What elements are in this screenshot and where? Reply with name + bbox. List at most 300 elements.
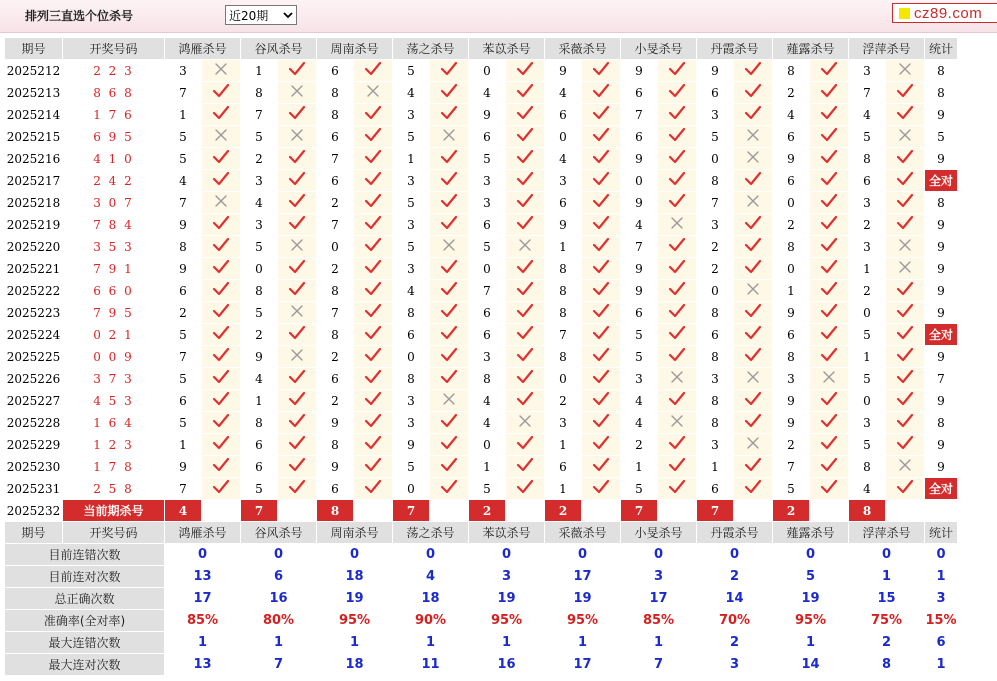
stats-value: 2 bbox=[849, 632, 924, 653]
issue-number: 2025218 bbox=[5, 192, 62, 213]
kill-number: 9 bbox=[697, 60, 733, 81]
col-header-expert[interactable]: 小旻杀号 bbox=[621, 522, 696, 543]
kill-number: 7 bbox=[165, 82, 201, 103]
page-title: 排列三直选个位杀号 bbox=[25, 9, 134, 23]
kill-number: 5 bbox=[621, 346, 657, 367]
kill-number: 8 bbox=[545, 280, 581, 301]
stats-value: 17 bbox=[621, 588, 696, 609]
stats-value: 4 bbox=[393, 566, 468, 587]
row-stat: 8 bbox=[925, 192, 957, 213]
col-header-expert[interactable]: 采薇杀号 bbox=[545, 38, 620, 59]
check-mark-icon bbox=[820, 347, 838, 363]
stats-value: 14 bbox=[697, 588, 772, 609]
result-cell bbox=[810, 104, 848, 125]
result-cell bbox=[430, 390, 468, 411]
kill-number: 2 bbox=[621, 434, 657, 455]
kill-number: 2 bbox=[241, 324, 277, 345]
kill-number: 3 bbox=[241, 170, 277, 191]
kill-number: 5 bbox=[165, 324, 201, 345]
stats-value: 2 bbox=[697, 632, 772, 653]
result-cell bbox=[582, 456, 620, 477]
kill-number: 8 bbox=[317, 82, 353, 103]
stats-value: 18 bbox=[393, 588, 468, 609]
result-cell bbox=[202, 126, 240, 147]
kill-number: 0 bbox=[773, 192, 809, 213]
col-header-expert[interactable]: 谷风杀号 bbox=[241, 38, 316, 59]
stats-value: 1 bbox=[621, 632, 696, 653]
kill-number: 4 bbox=[469, 390, 505, 411]
result-cell bbox=[202, 82, 240, 103]
col-header-expert[interactable]: 荡之杀号 bbox=[393, 38, 468, 59]
kill-number: 9 bbox=[621, 60, 657, 81]
result-cell bbox=[734, 390, 772, 411]
stats-value: 90% bbox=[393, 610, 468, 631]
result-cell bbox=[886, 236, 924, 257]
kill-number: 6 bbox=[317, 368, 353, 389]
result-cell bbox=[582, 170, 620, 191]
result-cell bbox=[506, 368, 544, 389]
check-mark-icon bbox=[212, 347, 230, 363]
issue-number: 2025216 bbox=[5, 148, 62, 169]
result-cell bbox=[734, 302, 772, 323]
kill-number: 7 bbox=[773, 456, 809, 477]
result-cell bbox=[278, 60, 316, 81]
kill-number: 3 bbox=[697, 104, 733, 125]
check-mark-icon bbox=[820, 281, 838, 297]
result-cell bbox=[430, 82, 468, 103]
check-mark-icon bbox=[364, 303, 382, 319]
check-mark-icon bbox=[744, 303, 762, 319]
result-cell bbox=[278, 280, 316, 301]
check-mark-icon bbox=[288, 193, 306, 209]
stats-value: 16 bbox=[241, 588, 316, 609]
check-mark-icon bbox=[592, 325, 610, 341]
stats-label: 最大连错次数 bbox=[5, 632, 164, 653]
table-row bbox=[5, 390, 957, 411]
kill-number: 5 bbox=[849, 434, 885, 455]
check-mark-icon bbox=[668, 105, 686, 121]
result-cell bbox=[506, 258, 544, 279]
table-row bbox=[5, 258, 957, 279]
result-cell bbox=[886, 390, 924, 411]
check-mark-icon bbox=[364, 457, 382, 473]
draw-number: 3 5 3 bbox=[63, 236, 164, 257]
kill-number: 5 bbox=[165, 368, 201, 389]
result-cell bbox=[354, 346, 392, 367]
result-cell bbox=[430, 302, 468, 323]
brand-logo[interactable] bbox=[892, 3, 997, 23]
check-mark-icon bbox=[516, 171, 534, 187]
stats-value: 18 bbox=[317, 654, 392, 675]
draw-number: 7 8 4 bbox=[63, 214, 164, 235]
check-mark-icon bbox=[592, 61, 610, 77]
result-cell bbox=[810, 478, 848, 499]
table-row bbox=[5, 302, 957, 323]
issue-number: 2025213 bbox=[5, 82, 62, 103]
check-mark-icon bbox=[364, 237, 382, 253]
stats-value: 6 bbox=[925, 632, 957, 653]
check-mark-icon bbox=[516, 83, 534, 99]
kill-number: 9 bbox=[545, 214, 581, 235]
check-mark-icon bbox=[592, 127, 610, 143]
issue-number: 2025224 bbox=[5, 324, 62, 345]
cross-mark-icon bbox=[898, 458, 912, 472]
check-mark-icon bbox=[288, 281, 306, 297]
stats-value: 15% bbox=[925, 610, 957, 631]
stats-value: 95% bbox=[773, 610, 848, 631]
kill-number: 9 bbox=[621, 148, 657, 169]
kill-number: 5 bbox=[393, 126, 429, 147]
result-cell bbox=[430, 148, 468, 169]
check-mark-icon bbox=[212, 325, 230, 341]
kill-number: 0 bbox=[469, 258, 505, 279]
result-cell bbox=[658, 192, 696, 213]
result-cell bbox=[582, 368, 620, 389]
result-cell bbox=[886, 148, 924, 169]
check-mark-icon bbox=[592, 457, 610, 473]
result-cell bbox=[658, 434, 696, 455]
result-cell bbox=[278, 170, 316, 191]
check-mark-icon bbox=[592, 149, 610, 165]
result-cell bbox=[734, 104, 772, 125]
cross-mark-icon bbox=[746, 436, 760, 450]
stats-value: 95% bbox=[317, 610, 392, 631]
check-mark-icon bbox=[896, 149, 914, 165]
result-cell bbox=[506, 82, 544, 103]
kill-number: 3 bbox=[849, 236, 885, 257]
result-cell bbox=[430, 236, 468, 257]
col-header-expert[interactable]: 丹霞杀号 bbox=[697, 522, 772, 543]
current-result-blank bbox=[278, 500, 316, 521]
kill-number: 1 bbox=[545, 434, 581, 455]
check-mark-icon bbox=[820, 105, 838, 121]
kill-number: 0 bbox=[469, 434, 505, 455]
result-cell bbox=[354, 214, 392, 235]
table-row bbox=[5, 104, 957, 125]
current-kill-number: 2 bbox=[469, 500, 505, 521]
issue-number: 2025222 bbox=[5, 280, 62, 301]
check-mark-icon bbox=[592, 369, 610, 385]
result-cell bbox=[506, 346, 544, 367]
result-cell bbox=[278, 214, 316, 235]
all-correct-badge: 全对 bbox=[925, 170, 957, 191]
result-cell bbox=[430, 170, 468, 191]
result-cell bbox=[430, 258, 468, 279]
kill-number: 8 bbox=[697, 390, 733, 411]
check-mark-icon bbox=[744, 413, 762, 429]
check-mark-icon bbox=[744, 479, 762, 495]
table-row bbox=[5, 412, 957, 433]
result-cell bbox=[810, 236, 848, 257]
result-cell bbox=[810, 126, 848, 147]
kill-number: 2 bbox=[241, 148, 277, 169]
check-mark-icon bbox=[592, 303, 610, 319]
kill-number: 4 bbox=[621, 412, 657, 433]
kill-number: 5 bbox=[393, 60, 429, 81]
kill-number: 3 bbox=[545, 170, 581, 191]
check-mark-icon bbox=[364, 479, 382, 495]
result-cell bbox=[354, 104, 392, 125]
cross-mark-icon bbox=[518, 414, 532, 428]
stats-label: 最大连对次数 bbox=[5, 654, 164, 675]
result-cell bbox=[582, 478, 620, 499]
result-cell bbox=[278, 412, 316, 433]
check-mark-icon bbox=[744, 61, 762, 77]
kill-number: 2 bbox=[697, 236, 733, 257]
result-cell bbox=[354, 126, 392, 147]
col-header-expert[interactable]: 薤露杀号 bbox=[773, 522, 848, 543]
result-cell bbox=[734, 148, 772, 169]
result-cell bbox=[886, 368, 924, 389]
kill-number: 1 bbox=[697, 456, 733, 477]
kill-number: 4 bbox=[241, 368, 277, 389]
table-row bbox=[5, 60, 957, 81]
stats-value: 1 bbox=[849, 566, 924, 587]
col-header-expert[interactable]: 苯苡杀号 bbox=[469, 522, 544, 543]
kill-number: 6 bbox=[849, 170, 885, 191]
check-mark-icon bbox=[516, 281, 534, 297]
kill-number: 6 bbox=[469, 302, 505, 323]
stats-value: 13 bbox=[165, 566, 240, 587]
result-cell bbox=[658, 346, 696, 367]
kill-number: 1 bbox=[849, 346, 885, 367]
check-mark-icon bbox=[820, 435, 838, 451]
col-header-expert[interactable]: 丹霞杀号 bbox=[697, 38, 772, 59]
result-cell bbox=[354, 280, 392, 301]
current-kill-number: 2 bbox=[545, 500, 581, 521]
stats-value: 1 bbox=[925, 654, 957, 675]
cross-mark-icon bbox=[898, 62, 912, 76]
check-mark-icon bbox=[896, 83, 914, 99]
row-stat: 9 bbox=[925, 456, 957, 477]
kill-number: 6 bbox=[469, 324, 505, 345]
draw-number: 0 0 9 bbox=[63, 346, 164, 367]
check-mark-icon bbox=[668, 347, 686, 363]
period-select[interactable] bbox=[225, 5, 297, 25]
check-mark-icon bbox=[288, 171, 306, 187]
issue-number: 2025214 bbox=[5, 104, 62, 125]
result-cell bbox=[810, 214, 848, 235]
row-stat: 5 bbox=[925, 126, 957, 147]
kill-number: 8 bbox=[393, 302, 429, 323]
col-header-expert[interactable]: 谷风杀号 bbox=[241, 522, 316, 543]
check-mark-icon bbox=[896, 325, 914, 341]
col-header-expert[interactable]: 采薇杀号 bbox=[545, 522, 620, 543]
result-cell bbox=[658, 148, 696, 169]
kill-number: 2 bbox=[697, 258, 733, 279]
period-select-value: 近20期 bbox=[229, 8, 269, 23]
result-cell bbox=[810, 170, 848, 191]
check-mark-icon bbox=[440, 303, 458, 319]
table-row bbox=[5, 280, 957, 301]
kill-number: 8 bbox=[849, 148, 885, 169]
stats-row bbox=[5, 566, 957, 587]
kill-number: 8 bbox=[317, 434, 353, 455]
check-mark-icon bbox=[364, 127, 382, 143]
result-cell bbox=[506, 148, 544, 169]
row-stat: 9 bbox=[925, 346, 957, 367]
cross-mark-icon bbox=[442, 238, 456, 252]
current-period-label: 当前期杀号 bbox=[63, 500, 164, 521]
check-mark-icon bbox=[288, 369, 306, 385]
check-mark-icon bbox=[744, 237, 762, 253]
stats-value: 7 bbox=[241, 654, 316, 675]
result-cell bbox=[506, 456, 544, 477]
col-header-expert[interactable]: 苯苡杀号 bbox=[469, 38, 544, 59]
result-cell bbox=[658, 214, 696, 235]
kill-number: 0 bbox=[393, 346, 429, 367]
kill-number: 6 bbox=[621, 302, 657, 323]
stats-value: 0 bbox=[621, 544, 696, 565]
kill-number: 5 bbox=[849, 368, 885, 389]
kill-number: 8 bbox=[773, 236, 809, 257]
check-mark-icon bbox=[288, 435, 306, 451]
kill-number: 1 bbox=[165, 104, 201, 125]
check-mark-icon bbox=[364, 259, 382, 275]
check-mark-icon bbox=[744, 347, 762, 363]
kill-number: 3 bbox=[849, 192, 885, 213]
col-header-draw: 开奖号码 bbox=[63, 38, 164, 59]
result-cell bbox=[658, 302, 696, 323]
row-stat: 8 bbox=[925, 60, 957, 81]
kill-number: 6 bbox=[545, 104, 581, 125]
check-mark-icon bbox=[820, 149, 838, 165]
col-header-expert[interactable]: 周南杀号 bbox=[317, 38, 392, 59]
draw-number: 1 7 8 bbox=[63, 456, 164, 477]
kill-number: 3 bbox=[469, 346, 505, 367]
result-cell bbox=[658, 170, 696, 191]
issue-number: 2025228 bbox=[5, 412, 62, 433]
check-mark-icon bbox=[744, 457, 762, 473]
kill-number: 2 bbox=[545, 390, 581, 411]
kill-number: 9 bbox=[393, 434, 429, 455]
kill-number: 4 bbox=[241, 192, 277, 213]
result-cell bbox=[202, 60, 240, 81]
row-stat: 8 bbox=[925, 412, 957, 433]
result-cell bbox=[278, 390, 316, 411]
all-correct-badge: 全对 bbox=[925, 478, 957, 499]
check-mark-icon bbox=[744, 391, 762, 407]
result-cell bbox=[278, 148, 316, 169]
result-cell bbox=[430, 280, 468, 301]
result-cell bbox=[506, 302, 544, 323]
kill-number: 6 bbox=[393, 324, 429, 345]
kill-number: 7 bbox=[241, 104, 277, 125]
result-cell bbox=[354, 192, 392, 213]
result-cell bbox=[202, 104, 240, 125]
check-mark-icon bbox=[592, 391, 610, 407]
row-stat: 9 bbox=[925, 434, 957, 455]
col-header-expert[interactable]: 鸿雁杀号 bbox=[165, 522, 240, 543]
check-mark-icon bbox=[516, 193, 534, 209]
row-stat: 7 bbox=[925, 368, 957, 389]
check-mark-icon bbox=[440, 171, 458, 187]
result-cell bbox=[658, 60, 696, 81]
kill-number: 4 bbox=[393, 280, 429, 301]
kill-number: 3 bbox=[393, 214, 429, 235]
col-header-expert[interactable]: 周南杀号 bbox=[317, 522, 392, 543]
col-header-expert[interactable]: 薤露杀号 bbox=[773, 38, 848, 59]
stats-value: 0 bbox=[393, 544, 468, 565]
col-header-expert[interactable]: 鸿雁杀号 bbox=[165, 38, 240, 59]
stats-value: 0 bbox=[317, 544, 392, 565]
kill-number: 6 bbox=[773, 324, 809, 345]
col-header-expert[interactable]: 浮萍杀号 bbox=[849, 38, 924, 59]
stats-value: 16 bbox=[469, 654, 544, 675]
check-mark-icon bbox=[820, 237, 838, 253]
draw-number: 4 1 0 bbox=[63, 148, 164, 169]
kill-number: 3 bbox=[697, 368, 733, 389]
kill-number: 6 bbox=[621, 82, 657, 103]
check-mark-icon bbox=[364, 61, 382, 77]
current-kill-number: 7 bbox=[621, 500, 657, 521]
col-header-expert[interactable]: 小旻杀号 bbox=[621, 38, 696, 59]
row-stat: 9 bbox=[925, 236, 957, 257]
current-result-blank bbox=[430, 500, 468, 521]
check-mark-icon bbox=[440, 369, 458, 385]
draw-number: 3 7 3 bbox=[63, 368, 164, 389]
result-cell bbox=[810, 412, 848, 433]
stats-value: 70% bbox=[697, 610, 772, 631]
col-header-expert[interactable]: 荡之杀号 bbox=[393, 522, 468, 543]
cross-mark-icon bbox=[746, 370, 760, 384]
result-cell bbox=[354, 60, 392, 81]
kill-number: 9 bbox=[773, 412, 809, 433]
stats-value: 8 bbox=[849, 654, 924, 675]
result-cell bbox=[734, 60, 772, 81]
result-cell bbox=[810, 60, 848, 81]
result-cell bbox=[582, 104, 620, 125]
current-kill-number: 4 bbox=[165, 500, 201, 521]
check-mark-icon bbox=[516, 479, 534, 495]
check-mark-icon bbox=[516, 105, 534, 121]
kill-number: 5 bbox=[165, 126, 201, 147]
result-cell bbox=[202, 170, 240, 191]
current-result-blank bbox=[810, 500, 848, 521]
stats-label: 目前连对次数 bbox=[5, 566, 164, 587]
check-mark-icon bbox=[820, 479, 838, 495]
result-cell bbox=[734, 456, 772, 477]
check-mark-icon bbox=[592, 479, 610, 495]
kill-number: 6 bbox=[697, 478, 733, 499]
result-cell bbox=[810, 324, 848, 345]
issue-number: 2025212 bbox=[5, 60, 62, 81]
kill-number: 2 bbox=[849, 280, 885, 301]
result-cell bbox=[354, 456, 392, 477]
current-result-blank bbox=[734, 500, 772, 521]
table-row bbox=[5, 236, 957, 257]
check-mark-icon bbox=[592, 237, 610, 253]
check-mark-icon bbox=[820, 83, 838, 99]
kill-number: 9 bbox=[545, 60, 581, 81]
kill-number: 2 bbox=[317, 192, 353, 213]
cross-mark-icon bbox=[290, 128, 304, 142]
result-cell bbox=[886, 412, 924, 433]
kill-number: 7 bbox=[621, 104, 657, 125]
kill-number: 0 bbox=[545, 126, 581, 147]
result-cell bbox=[202, 390, 240, 411]
kill-number: 8 bbox=[317, 324, 353, 345]
check-mark-icon bbox=[288, 325, 306, 341]
stats-value: 80% bbox=[241, 610, 316, 631]
kill-number: 5 bbox=[621, 478, 657, 499]
cross-mark-icon bbox=[898, 128, 912, 142]
result-cell bbox=[354, 390, 392, 411]
kill-number: 2 bbox=[317, 346, 353, 367]
check-mark-icon bbox=[668, 325, 686, 341]
result-cell bbox=[886, 478, 924, 499]
col-header-expert[interactable]: 浮萍杀号 bbox=[849, 522, 924, 543]
